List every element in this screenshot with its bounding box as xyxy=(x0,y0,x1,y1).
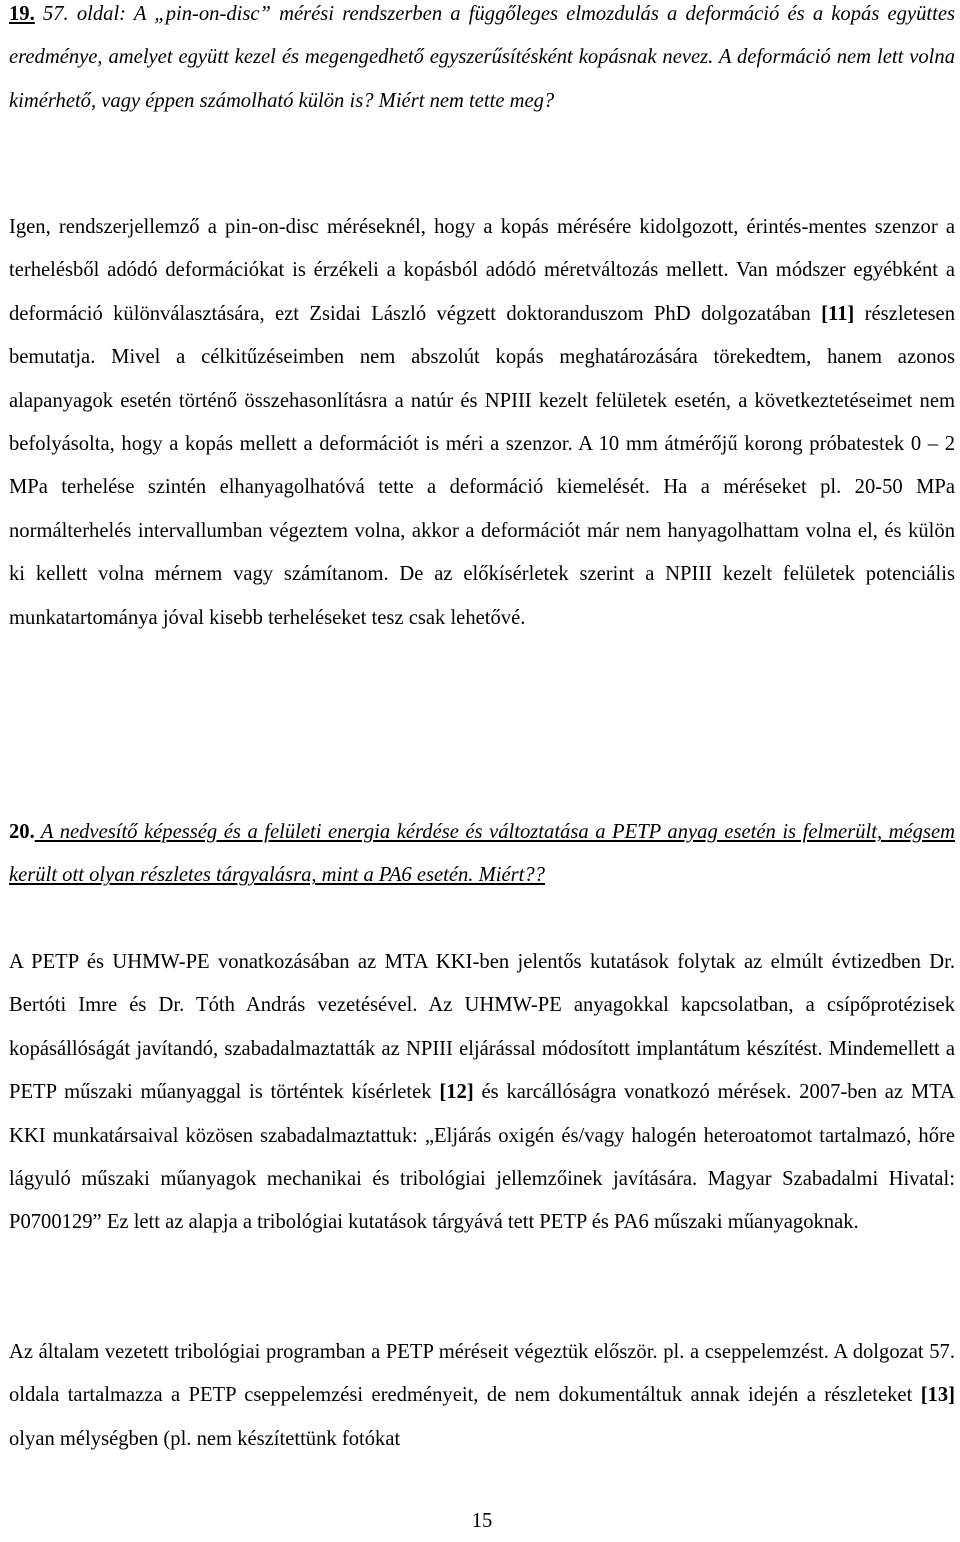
answer-text: részletesen bemutatja. Mivel a célkitűzéseimben nem abszolút kopás meghatározására törekedtem, hanem azonos alapanyagok esetén történő összehasonlításra a natúr és NPIII kezelt felületek esetén, a következtetéseimet nem befolyásolta, hogy a kopás mellett a deformációt is méri a szenzor. A 10 mm átmérőjű korong próbatestek 0 – 2 MPa terhelése szintén elhanyagolhatóvá tette a deformáció kiemelését. Ha a méréseket pl. 20-50 MPa normálterhelés intervallumban végeztem volna, akkor a deformációt már nem hanyagolhattam volna el, és külön ki kellett volna mérnem vagy számítanom. De az előkísérletek szerint a NPIII kezelt felületek potenciális munkatartománya jóval kisebb terheléseket tesz csak lehetővé. xyxy=(9,302,955,629)
answer-text: olyan mélységben (pl. nem készítettünk fotókat xyxy=(9,1427,401,1450)
answer-text: A PETP és UHMW-PE vonatkozásában az MTA KKI-ben jelentős kutatások folytak az elmúlt évtizedben Dr. Bertóti Imre és Dr. Tóth András vezetésével. Az UHMW-PE anyagokkal kapcsolatban, a csípőprotézisek kopásállóságát javítandó, szabadalmaztatták az NPIII eljárással módosított implantátum készítést. Mindemellett a PETP műszaki műanyaggal is történtek kísérletek xyxy=(9,951,955,1104)
question-20 xyxy=(9,811,955,898)
page-number: 15 xyxy=(471,1510,493,1532)
answer-text: Az általam vezetett tribológiai programban a PETP méréseit végeztük először. pl. a cseppelemzést. A dolgozat 57. oldala tartalmazza a PETP cseppelemzési eredményeit, de nem dokumentáltuk annak idején a részleteket xyxy=(9,1341,955,1407)
answer-20-paragraph-2 xyxy=(9,1331,955,1461)
reference-citation: [13] xyxy=(920,1384,955,1407)
question-text: 57. oldal: A „pin-on-disc” mérési rendszerben a függőleges elmozdulás a deformáció és a kopás együttes eredménye, amelyet együtt kezel és megengedhető egyszerűsítésként kopásnak nevez. A deformáció nem lett volna kimérhető, vagy éppen számolható külön is? Miért nem tette meg? xyxy=(9,3,955,112)
question-number: 20. xyxy=(9,821,35,843)
question-19 xyxy=(9,0,955,123)
answer-text: és karcállóságra vonatkozó mérések. 2007-ben az MTA KKI munkatársaival közösen szabadalmaztattuk: „Eljárás oxigén és/vagy halogén heteroatomot tartalmazó, hőre lágyuló műszaki műanyagok mechanikai és tribológiai jellemzőinek javítására. Magyar Szabadalmi Hivatal: P0700129” Ez lett az alapja a tribológiai kutatások tárgyává tett PETP és PA6 műszaki műanyagoknak. xyxy=(9,1081,955,1234)
answer-text: Igen, rendszerjellemző a pin-on-disc méréseknél, hogy a kopás mérésére kidolgozott, érintés-mentes szenzor a terhelésből adódó deformációkat is érzékeli a kopásból adódó méretváltozás mellett. Van módszer egyébként a deformáció különválasztására, ezt Zsidai László végzett doktoranduszom PhD dolgozatában xyxy=(9,216,955,325)
reference-citation: [11] xyxy=(821,302,855,325)
reference-citation: [12] xyxy=(439,1081,474,1104)
question-text: A nedvesítő képesség és a felületi energia kérdése és változtatása a PETP anyag esetén is felmerült, mégsem került ott olyan részletes tárgyalásra, mint a PA6 esetén. Miért?? xyxy=(9,821,955,887)
answer-19-paragraph xyxy=(9,206,955,640)
answer-20-paragraph-1 xyxy=(9,941,955,1245)
question-number: 19. xyxy=(9,3,35,25)
